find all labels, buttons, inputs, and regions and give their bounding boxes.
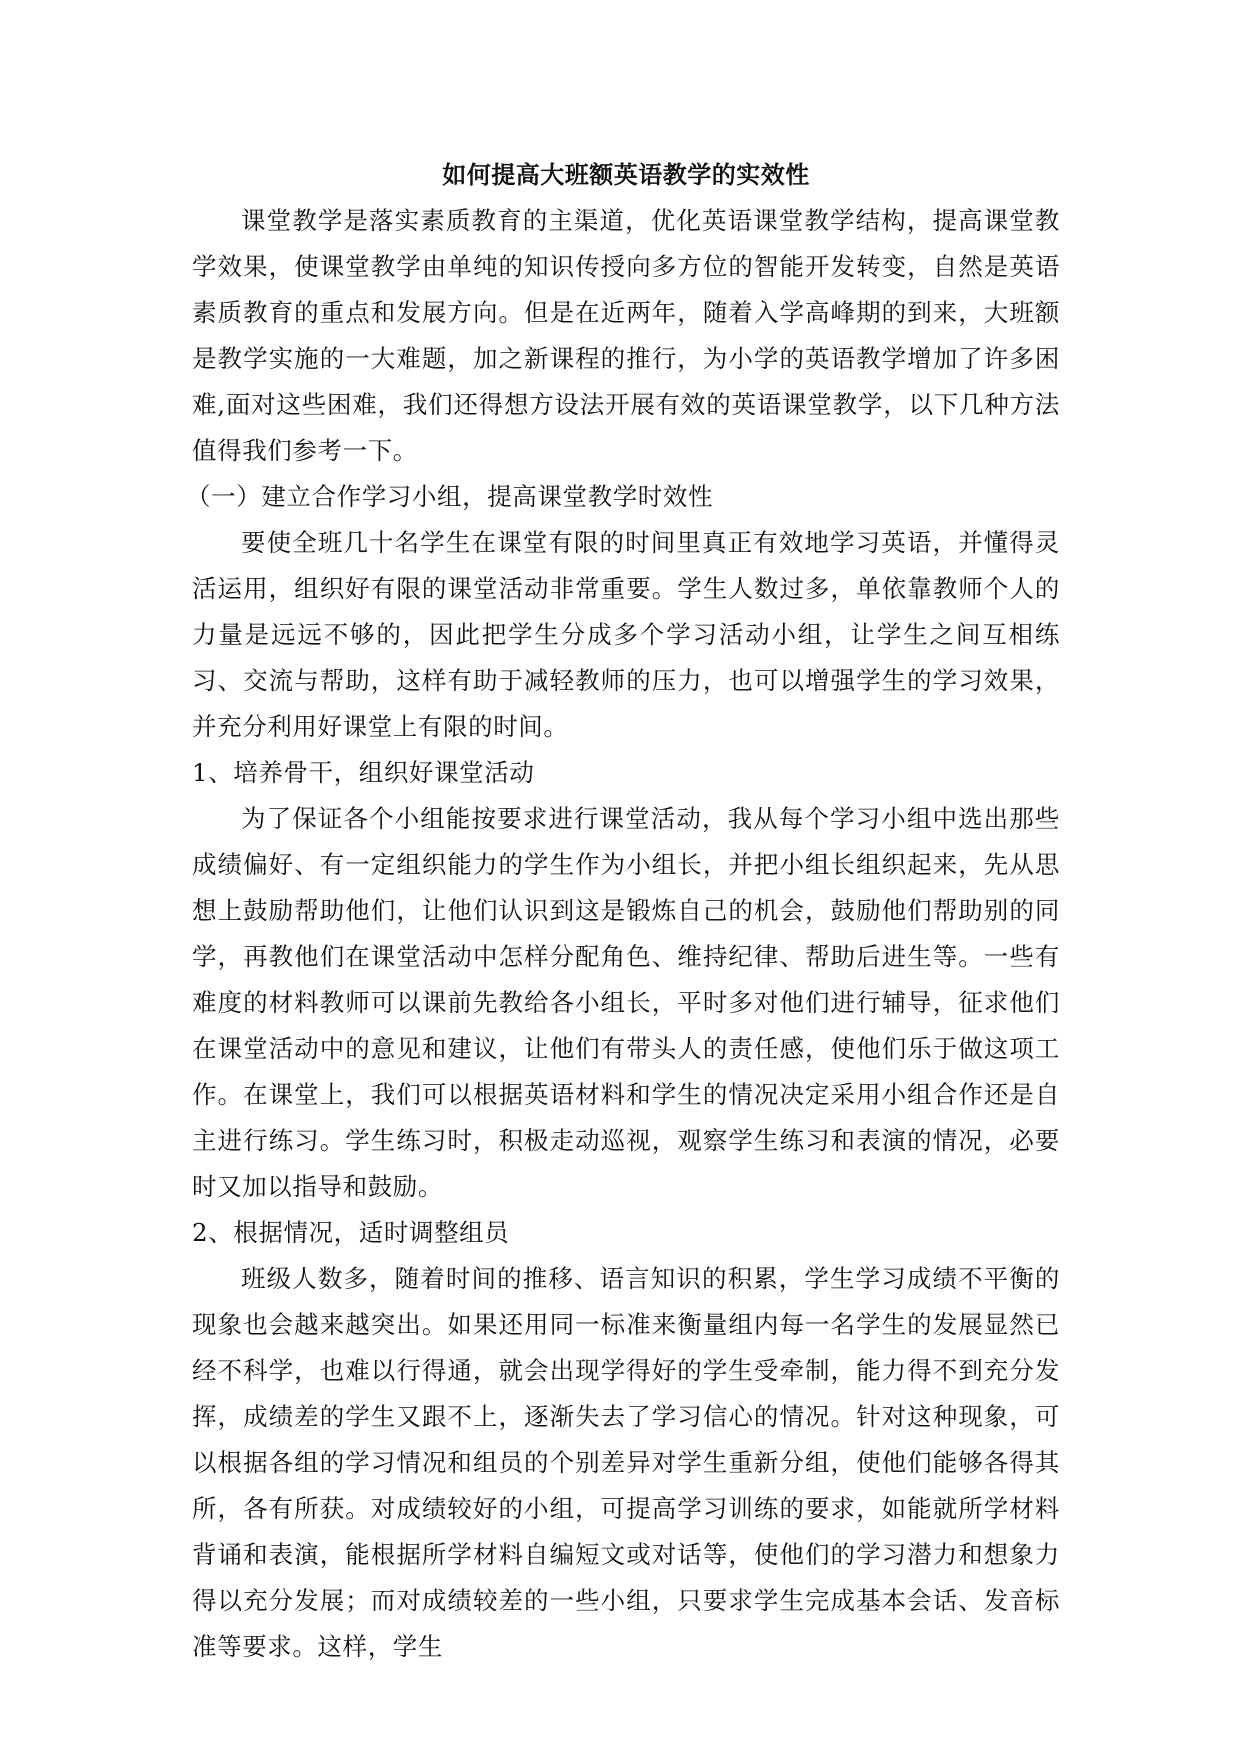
subsection-paragraph-2: 班级人数多，随着时间的推移、语言知识的积累，学生学习成绩不平衡的现象也会越来越突出。如果还用同一标准来衡量组内每一名学生的发展显然已经不科学，也难以行得通，就会出现学得好的学生受牵制，能力得不到充分发挥，成绩差的学生又跟不上，逐渐失去了学习信心的情况。针对这种现象，可以根据各组的学习情况和组员的个别差异对学生重新分组，使他们能够各得其所，各有所获。对成绩较好的小组，可提高学习训练的要求，如能就所学材料背诵和表演，能根据所学材料自编短文或对话等，使他们的学习潜力和想象力得以充分发展；而对成绩较差的一些小组，只要求学生完成基本会话、发音标准等要求。这样，学生	[192, 1264, 1060, 1661]
section-heading-1: （一）建立合作学习小组，提高课堂教学时效性	[186, 482, 714, 511]
intro-paragraph: 课堂教学是落实素质教育的主渠道，优化英语课堂教学结构，提高课堂教学效果，使课堂教学由单纯的知识传授向多方位的智能开发转变，自然是英语素质教育的重点和发展方向。但是在近两年，随着入学高峰期的到来，大班额是教学实施的一大难题，加之新课程的推行，为小学的英语教学增加了许多困难,面对这些困难，我们还得想方设法开展有效的英语课堂教学，以下几种方法值得我们参考一下。	[192, 206, 1060, 465]
subsection-heading-1: 1、培养骨干，组织好课堂活动	[192, 758, 535, 787]
subsection-paragraph-1: 为了保证各个小组能按要求进行课堂活动，我从每个学习小组中选出那些成绩偏好、有一定组织能力的学生作为小组长，并把小组长组织起来，先从思想上鼓励帮助他们，让他们认识到这是锻炼自己的机会，鼓励他们帮助别的同学，再教他们在课堂活动中怎样分配角色、维持纪律、帮助后进生等。一些有难度的材料教师可以课前先教给各小组长，平时多对他们进行辅导，征求他们在课堂活动中的意见和建议，让他们有带头人的责任感，使他们乐于做这项工作。在课堂上，我们可以根据英语材料和学生的情况决定采用小组合作还是自主进行练习。学生练习时，积极走动巡视，观察学生练习和表演的情况，必要时又加以指导和鼓励。	[192, 804, 1060, 1201]
document-body	[186, 152, 1060, 1670]
subsection-heading-2: 2、根据情况，适时调整组员	[192, 1218, 510, 1247]
document-title: 如何提高大班额英语教学的实效性	[442, 160, 810, 189]
section-paragraph-1: 要使全班几十名学生在课堂有限的时间里真正有效地学习英语，并懂得灵活运用，组织好有限的课堂活动非常重要。学生人数过多，单依靠教师个人的力量是远远不够的，因此把学生分成多个学习活动小组，让学生之间互相练习、交流与帮助，这样有助于减轻教师的压力，也可以增强学生的学习效果，并充分利用好课堂上有限的时间。	[192, 528, 1060, 741]
